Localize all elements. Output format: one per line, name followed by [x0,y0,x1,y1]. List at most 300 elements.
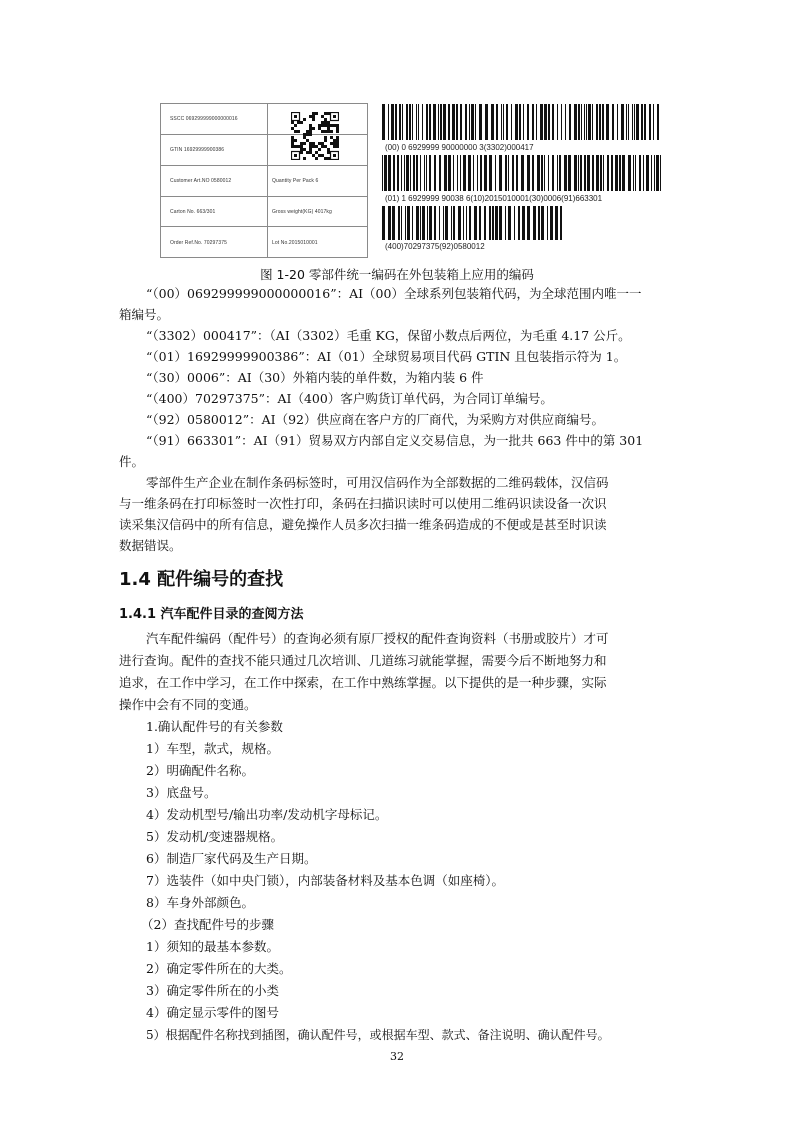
barcode-bar [523,104,524,140]
label-gross-weight: Gross weight(KG) 4017kg [272,209,332,215]
code-module [297,130,300,133]
table-divider [161,196,367,197]
barcode-bar [519,104,521,140]
barcode-bar [448,104,450,140]
code-module [306,130,309,133]
code-module [309,142,312,145]
code-module [336,124,339,127]
barcode-bar [592,104,593,140]
barcode-bar [596,104,598,140]
barcode-bar [477,155,478,191]
list-item: 1）须知的最基本参数。 [146,939,279,954]
figure-caption: 图 1-20 零部件统一编码在外包装箱上应用的编码 [260,267,534,282]
list-heading: （2）查找配件号的步骤 [141,917,274,932]
barcode-bar [628,155,631,191]
barcode-bar [397,155,399,191]
code-module [303,133,306,136]
barcode-bar [532,155,534,191]
barcode-bar [574,104,577,140]
barcode-bar [501,104,502,140]
code-module [312,145,315,148]
finder-pattern-core [294,115,297,118]
label-gtin: GTIN 16929999900386 [170,147,225,153]
paragraph-line: 与一维条码在打印标签时一次性打印，条码在扫描识读时可以使用二维码识读设备一次识 [119,496,607,511]
code-module [327,124,330,127]
code-module [312,127,315,130]
list-item: 7）选装件（如中央门锁），内部装备材料及基本色调（如座椅）。 [146,873,504,888]
barcode-bar [578,155,579,191]
barcode-bar [429,155,431,191]
hanxin-2d-code [291,112,339,160]
barcode-bar [600,155,602,191]
barcode-bar [418,104,419,140]
label-order-ref: Order Ref.No. 70297375 [170,240,227,246]
barcode-bar [561,104,562,140]
barcode-bar [416,104,417,140]
barcode-bar [471,104,474,140]
barcode-bar [410,155,411,191]
label-carton: Carton No. 663/301 [170,209,216,215]
barcode-bar [639,155,641,191]
code-module [291,127,294,130]
barcode-bar [444,155,447,191]
barcode-bar [492,206,494,240]
barcode-bar [536,104,537,140]
barcode-bar [515,104,518,140]
code-module [324,121,327,124]
barcode-bar [557,155,558,191]
barcode-bar [382,206,385,240]
barcode-bar [460,104,462,140]
barcode-bar [592,155,594,191]
paragraph-line: 追求，在工作中学习，在工作中探索，在工作中熟练掌握。以下提供的是一种步骤，实际 [119,675,607,690]
code-module [321,121,324,124]
barcode-bar [606,104,609,140]
code-module [291,121,294,124]
barcode-bar [429,104,431,140]
code-module [327,157,330,160]
barcode-bar [399,104,401,140]
code-module [327,112,330,115]
barcode-bar [632,104,633,140]
barcode-bar [420,155,421,191]
barcode-bar [406,104,408,140]
barcode-bar [388,104,389,140]
barcode-bar [657,104,659,140]
barcode-bar [406,155,409,191]
list-item: 5）根据配件名称找到插图，确认配件号，或根据车型、款式、备注说明、确认配件号。 [146,1028,610,1042]
code-module [306,139,309,142]
code-module [312,118,315,121]
barcode-bar [538,206,540,240]
barcode-bar [574,155,577,191]
barcode-bar [443,206,444,240]
code-module [336,139,339,142]
barcode-bar [617,104,618,140]
paragraph-line: “（92）0580012”：AI（92）供应商在客户方的厂商代，为采购方对供应商编号。 [146,412,604,427]
barcode-bar [457,155,458,191]
section-heading: 1.4 配件编号的查找 [119,569,284,590]
barcode-bar [505,155,507,191]
barcode-bar [622,155,625,191]
barcode-bar [451,206,452,240]
barcode-bar [518,206,520,240]
code-module [315,145,318,148]
subsection-heading: 1.4.1 汽车配件目录的查阅方法 [119,607,304,622]
barcode-bar [644,104,646,140]
barcode-bar [393,155,395,191]
barcode-bar [391,104,394,140]
barcode-bar [656,155,659,191]
barcode-bar [491,104,494,140]
barcode-bar [560,206,562,240]
barcode-bar [651,155,652,191]
code-module [327,127,330,130]
barcode-bar [453,155,454,191]
barcode-bar [401,206,402,240]
barcode-bar [395,104,397,140]
code-module [315,151,318,154]
table-divider [161,226,367,227]
paragraph-line: 件。 [119,454,145,469]
code-module [318,142,321,145]
code-module [333,142,336,145]
barcode-3 [380,206,566,240]
barcode-bar [456,104,458,140]
code-module [327,148,330,151]
barcode-bar [511,104,512,140]
barcode-bar [581,104,582,140]
code-module [330,130,333,133]
code-module [315,157,318,160]
table-column-divider [267,165,268,257]
barcode-bar [427,206,428,240]
barcode-bar [508,155,509,191]
barcode-bar [516,155,518,191]
code-module [318,127,321,130]
code-module [294,130,297,133]
code-module [318,148,321,151]
barcode-bar [586,104,587,140]
code-module [309,130,312,133]
barcode-bar [521,155,524,191]
barcode-bar [552,104,554,140]
paragraph-line: 读采集汉信码中的所有信息，避免操作人员多次扫描一维条码造成的不便或是甚至时识读 [119,517,607,532]
list-item: 4）确定显示零件的图号 [146,1005,279,1020]
barcode-bar [565,104,566,140]
barcode-bar [547,206,548,240]
list-item: 3）底盘号。 [146,785,217,800]
barcode-bar [548,155,549,191]
barcode-bar [527,104,529,140]
code-module [291,139,294,142]
barcode-bar [434,206,436,240]
barcode-bar [499,206,502,240]
code-module [327,130,330,133]
barcode-bar [584,155,586,191]
barcode-bar [382,155,383,191]
barcode-bar [413,155,415,191]
paragraph-line: “（3302）000417”：（AI（3302）毛重 KG，保留小数点后两位，为毛重 4.17 公斤。 [146,328,631,343]
barcode-1 [380,104,664,140]
code-module [318,124,321,127]
barcode-bar [557,104,558,140]
barcode-bar [527,155,530,191]
barcode-bar [505,206,506,240]
barcode-bar [479,104,482,140]
code-module [303,157,306,160]
barcode-bar [602,104,604,140]
barcode-bar [401,155,402,191]
code-module [324,139,327,142]
barcode-bar [564,155,567,191]
barcode-bar [460,155,461,191]
barcode-bar [596,155,599,191]
barcode-2 [380,155,664,191]
code-module [321,130,324,133]
code-module [330,142,333,145]
list-heading: 1.确认配件号的有关参数 [146,719,283,734]
label-lot: Lot No.2015010001 [272,240,318,246]
barcode-bar [412,206,413,240]
barcode-bar [422,104,423,140]
barcode-bar [495,155,496,191]
barcode-bar [653,104,654,140]
barcode-bar [398,206,400,240]
list-item: 8）车身外部颜色。 [146,895,254,910]
code-module [330,124,333,127]
barcode-bar [544,104,547,140]
code-module [321,115,324,118]
paragraph-line: “（30）0006”：AI（30）外箱内装的单件数，为箱内装 6 件 [146,370,484,385]
barcode-bar [552,155,554,191]
finder-pattern-core [333,115,336,118]
barcode-bar [512,155,514,191]
list-item: 5）发动机/变速器规格。 [146,829,284,844]
table-divider [161,165,367,166]
label-customer-art: Customer Art.NO 0580012 [170,178,232,184]
code-module [318,154,321,157]
code-module [300,145,303,148]
barcode-bar [580,155,582,191]
list-item: 2）确定零件所在的大类。 [146,961,292,976]
barcode-bar [550,206,553,240]
barcode-bar [458,206,461,240]
code-module [321,142,324,145]
barcode-bar [533,206,536,240]
code-module [300,151,303,154]
code-module [315,112,318,115]
code-module [324,118,327,121]
barcode-bar [443,104,446,140]
barcode-bar [559,155,561,191]
label-sscc: SSCC 069299999000000016 [170,116,238,122]
paragraph-line: “（01）16929999900386”：AI（01）全球贸易项目代码 GTIN 且包装指示符为 1。 [146,349,627,364]
list-item: 3）确定零件所在的小类 [146,983,279,998]
barcode-bar [388,206,391,240]
code-module [324,145,327,148]
barcode-bar [416,206,419,240]
barcode-bar [643,155,644,191]
barcode-bar [578,104,580,140]
barcode-bar [612,104,614,140]
barcode-bar [603,155,604,191]
barcode-bar [453,206,455,240]
barcode-bar [407,206,410,240]
barcode-2-text: (01) 1 6929999 90038 6(10)2015010001(30)0006(91)663301 [385,194,603,203]
code-module [321,124,324,127]
barcode-bar [416,155,418,191]
barcode-bar [615,155,618,191]
code-module [309,127,312,130]
barcode-bar [527,206,530,240]
barcode-bar [475,104,476,140]
barcode-bar [646,155,649,191]
code-module [291,136,294,139]
barcode-bar [607,155,609,191]
barcode-bar [641,104,643,140]
code-module [300,142,303,145]
code-module [336,130,339,133]
code-module [321,145,324,148]
barcode-bar [434,155,436,191]
barcode-bar [532,104,534,140]
barcode-bar [555,206,558,240]
barcode-bar [540,104,543,140]
barcode-bar [433,104,436,140]
code-module [294,145,297,148]
code-module [309,151,312,154]
barcode-bar [489,155,492,191]
paragraph-line: 箱编号。 [119,307,170,322]
barcode-1-text: (00) 0 6929999 90000000 3(3302)000417 [385,143,534,152]
barcode-bar [429,206,432,240]
paragraph-line: 数据错误。 [119,538,182,553]
code-module [324,112,327,115]
barcode-bar [439,155,441,191]
code-module [312,142,315,145]
barcode-bar [474,206,477,240]
code-module [330,136,333,139]
barcode-bar [499,155,502,191]
barcode-bar [636,104,639,140]
barcode-bar [508,206,511,240]
barcode-bar [382,104,385,140]
barcode-bar [628,104,629,140]
barcode-bar [402,104,403,140]
barcode-bar [649,104,651,140]
barcode-bar [634,104,635,140]
barcode-bar [463,155,466,191]
code-module [312,115,315,118]
barcode-bar [409,104,411,140]
paragraph-line: 零部件生产企业在制作条码标签时，可用汉信码作为全部数据的二维码载体，汉信码 [146,475,609,490]
code-module [306,133,309,136]
finder-pattern-core [294,154,297,157]
barcode-bar [541,155,543,191]
barcode-bar [426,104,428,140]
barcode-bar [654,155,655,191]
barcode-bar [633,155,634,191]
barcode-bar [587,155,590,191]
barcode-bar [384,155,387,191]
code-module [303,118,306,121]
barcode-bar [522,206,525,240]
barcode-bar [503,104,504,140]
page-number: 32 [390,1050,404,1063]
barcode-bar [404,155,405,191]
barcode-bar [392,206,395,240]
barcode-bar [468,155,471,191]
barcode-bar [479,206,481,240]
code-module [300,148,303,151]
code-module [333,124,336,127]
barcode-bar [439,206,440,240]
code-module [336,145,339,148]
table-column-divider [267,104,268,165]
barcode-bar [452,104,455,140]
barcode-bar [619,155,621,191]
code-module [303,136,306,139]
code-module [309,145,312,148]
barcode-bar [584,104,585,140]
code-module [294,139,297,142]
barcode-bar [473,155,474,191]
list-item: 2）明确配件名称。 [146,763,254,778]
label-quantity: Quantity Per Pack 6 [272,178,319,184]
barcode-bar [548,104,550,140]
barcode-bar [569,104,571,140]
list-item: 1）车型，款式，规格。 [146,741,279,756]
code-module [303,142,306,145]
code-module [291,145,294,148]
code-module [297,121,300,124]
code-module [294,124,297,127]
barcode-bar [599,104,601,140]
paragraph-line: “（91）663301”：AI（91）贸易双方内部自定义交易信息，为一批共 663 件中的第 301 [146,433,644,448]
barcode-bar [412,104,413,140]
code-module [333,145,336,148]
barcode-bar [588,104,591,140]
barcode-bar [420,206,421,240]
barcode-bar [466,206,467,240]
code-module [324,157,327,160]
barcode-bar [424,155,425,191]
code-module [336,142,339,145]
code-module [309,124,312,127]
list-item: 6）制造厂家代码及生产日期。 [146,851,317,866]
barcode-bar [621,104,624,140]
paragraph-line: “（400）70297375”：AI（400）客户购货订单代码，为合同订单编号。 [146,391,553,406]
barcode-bar [440,104,442,140]
barcode-bar [469,104,470,140]
code-module [327,121,330,124]
code-module [309,115,312,118]
code-module [297,145,300,148]
barcode-bar [448,155,451,191]
code-module [324,136,327,139]
barcode-bar [405,206,406,240]
paragraph-line: 汽车配件编码（配件号）的查询必须有原厂授权的配件查询资料（书册或胶片）才可 [146,631,609,646]
barcode-bar [426,155,427,191]
barcode-bar [463,206,464,240]
code-module [312,154,315,157]
code-module [324,124,327,127]
barcode-bar [480,155,482,191]
barcode-bar [445,206,448,240]
code-module [324,130,327,133]
barcode-bar [611,155,613,191]
